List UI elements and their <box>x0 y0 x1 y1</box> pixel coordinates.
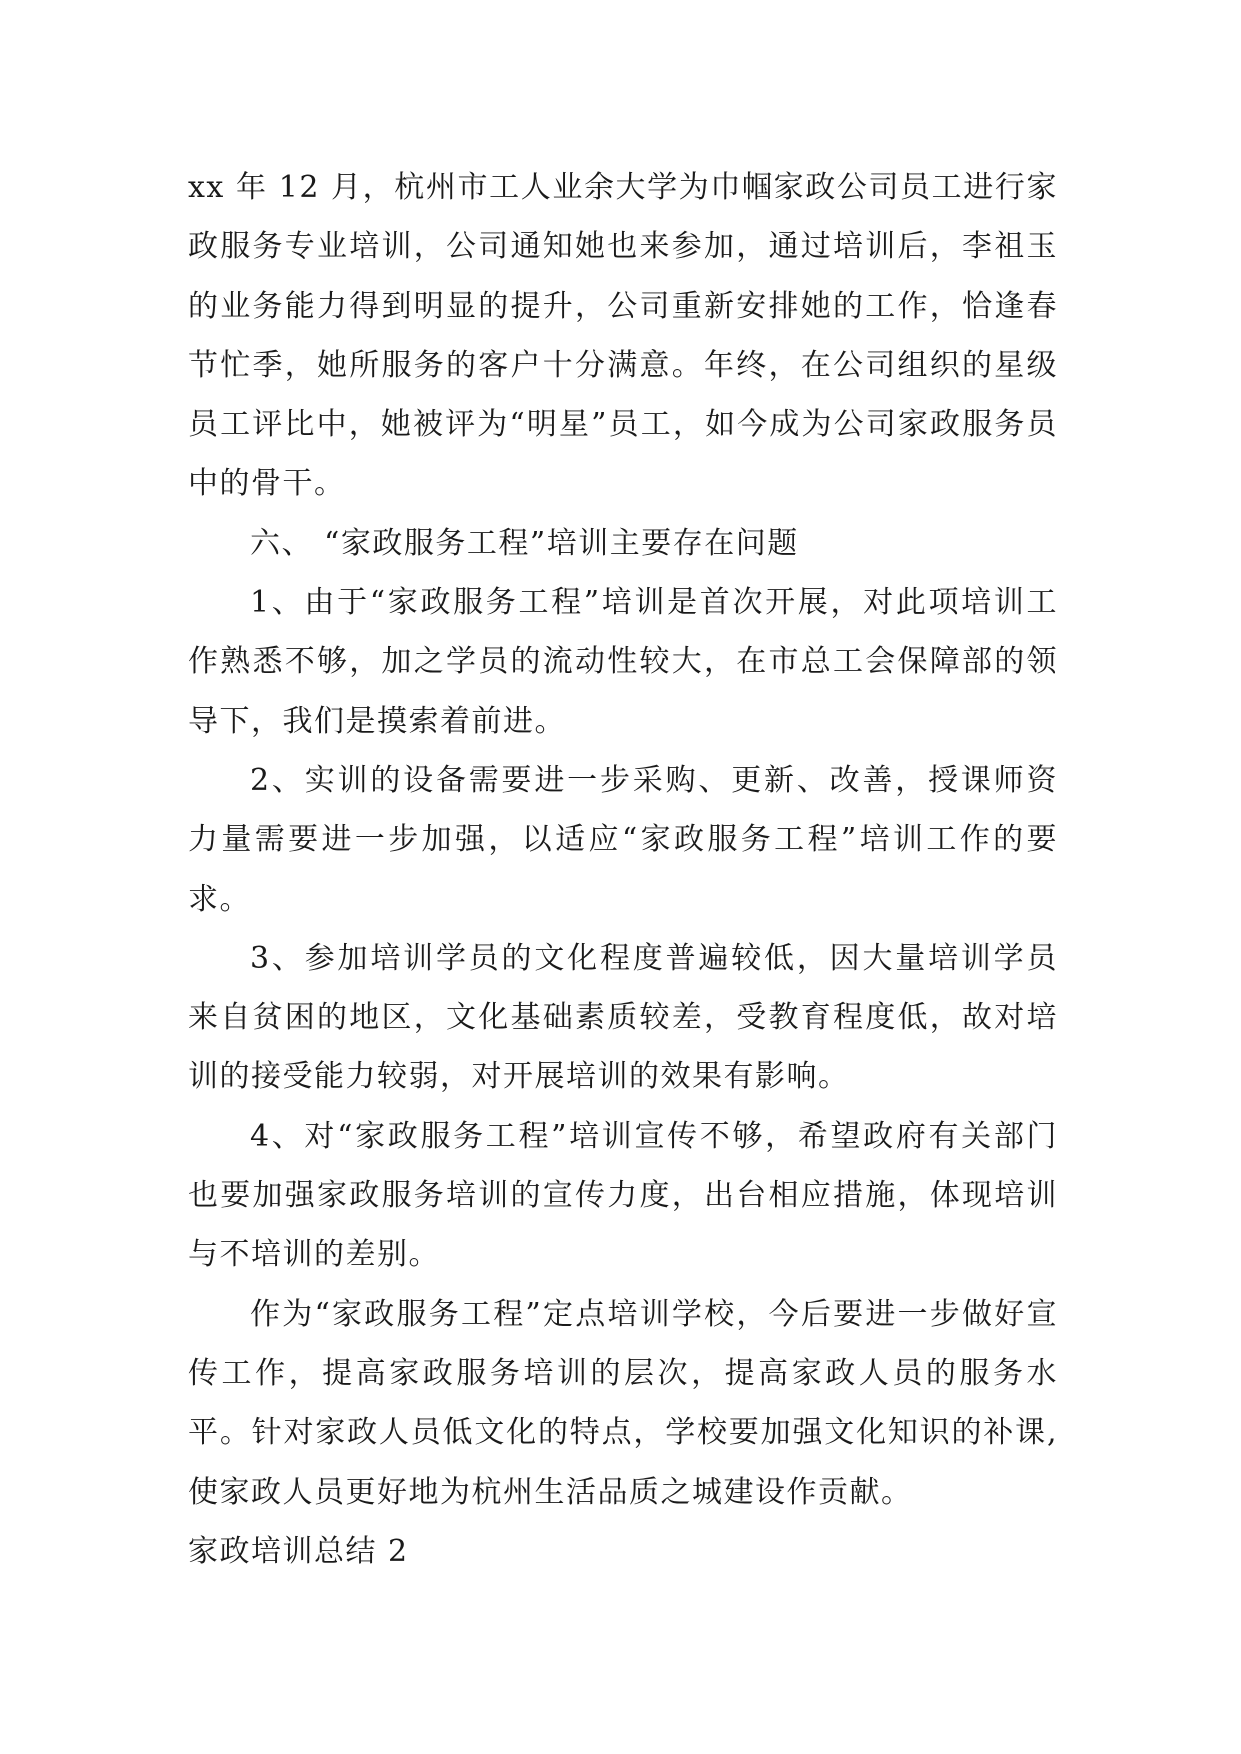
document-body <box>188 158 1058 1581</box>
next-section-title: 家政培训总结 2 <box>188 1533 409 1569</box>
paragraph-conclusion: 作为“家政服务工程”定点培训学校，今后要进一步做好宣传工作，提高家政服务培训的层次，提高家政人员的服务水平。针对家政人员低文化的特点，学校要加强文化知识的补课,使家政人员更好地为杭州生活品质之城建设作贡献。 <box>188 1296 1058 1510</box>
paragraph-issue-2: 2、实训的设备需要进一步采购、更新、改善，授课师资力量需要进一步加强，以适应“家政服务工程”培训工作的要求。 <box>188 762 1058 917</box>
paragraph-issue-3: 3、参加培训学员的文化程度普遍较低，因大量培训学员来自贫困的地区，文化基础素质较差，受教育程度低，故对培训的接受能力较弱，对开展培训的效果有影响。 <box>188 940 1058 1095</box>
paragraph-continuation: xx 年 12 月，杭州市工人业余大学为巾帼家政公司员工进行家政服务专业培训，公司通知她也来参加，通过培训后，李祖玉的业务能力得到明显的提升，公司重新安排她的工作，恰逢春节忙季，她所服务的客户十分满意。年终，在公司组织的星级员工评比中，她被评为“明星”员工，如今成为公司家政服务员中的骨干。 <box>188 170 1058 502</box>
section-heading: 六、 “家政服务工程”培训主要存在问题 <box>250 525 799 561</box>
paragraph-issue-4: 4、对“家政服务工程”培训宣传不够，希望政府有关部门也要加强家政服务培训的宣传力度，出台相应措施，体现培训与不培训的差别。 <box>188 1118 1058 1273</box>
paragraph-issue-1: 1、由于“家政服务工程”培训是首次开展，对此项培训工作熟悉不够，加之学员的流动性较大，在市总工会保障部的领导下，我们是摸索着前进。 <box>188 585 1058 739</box>
